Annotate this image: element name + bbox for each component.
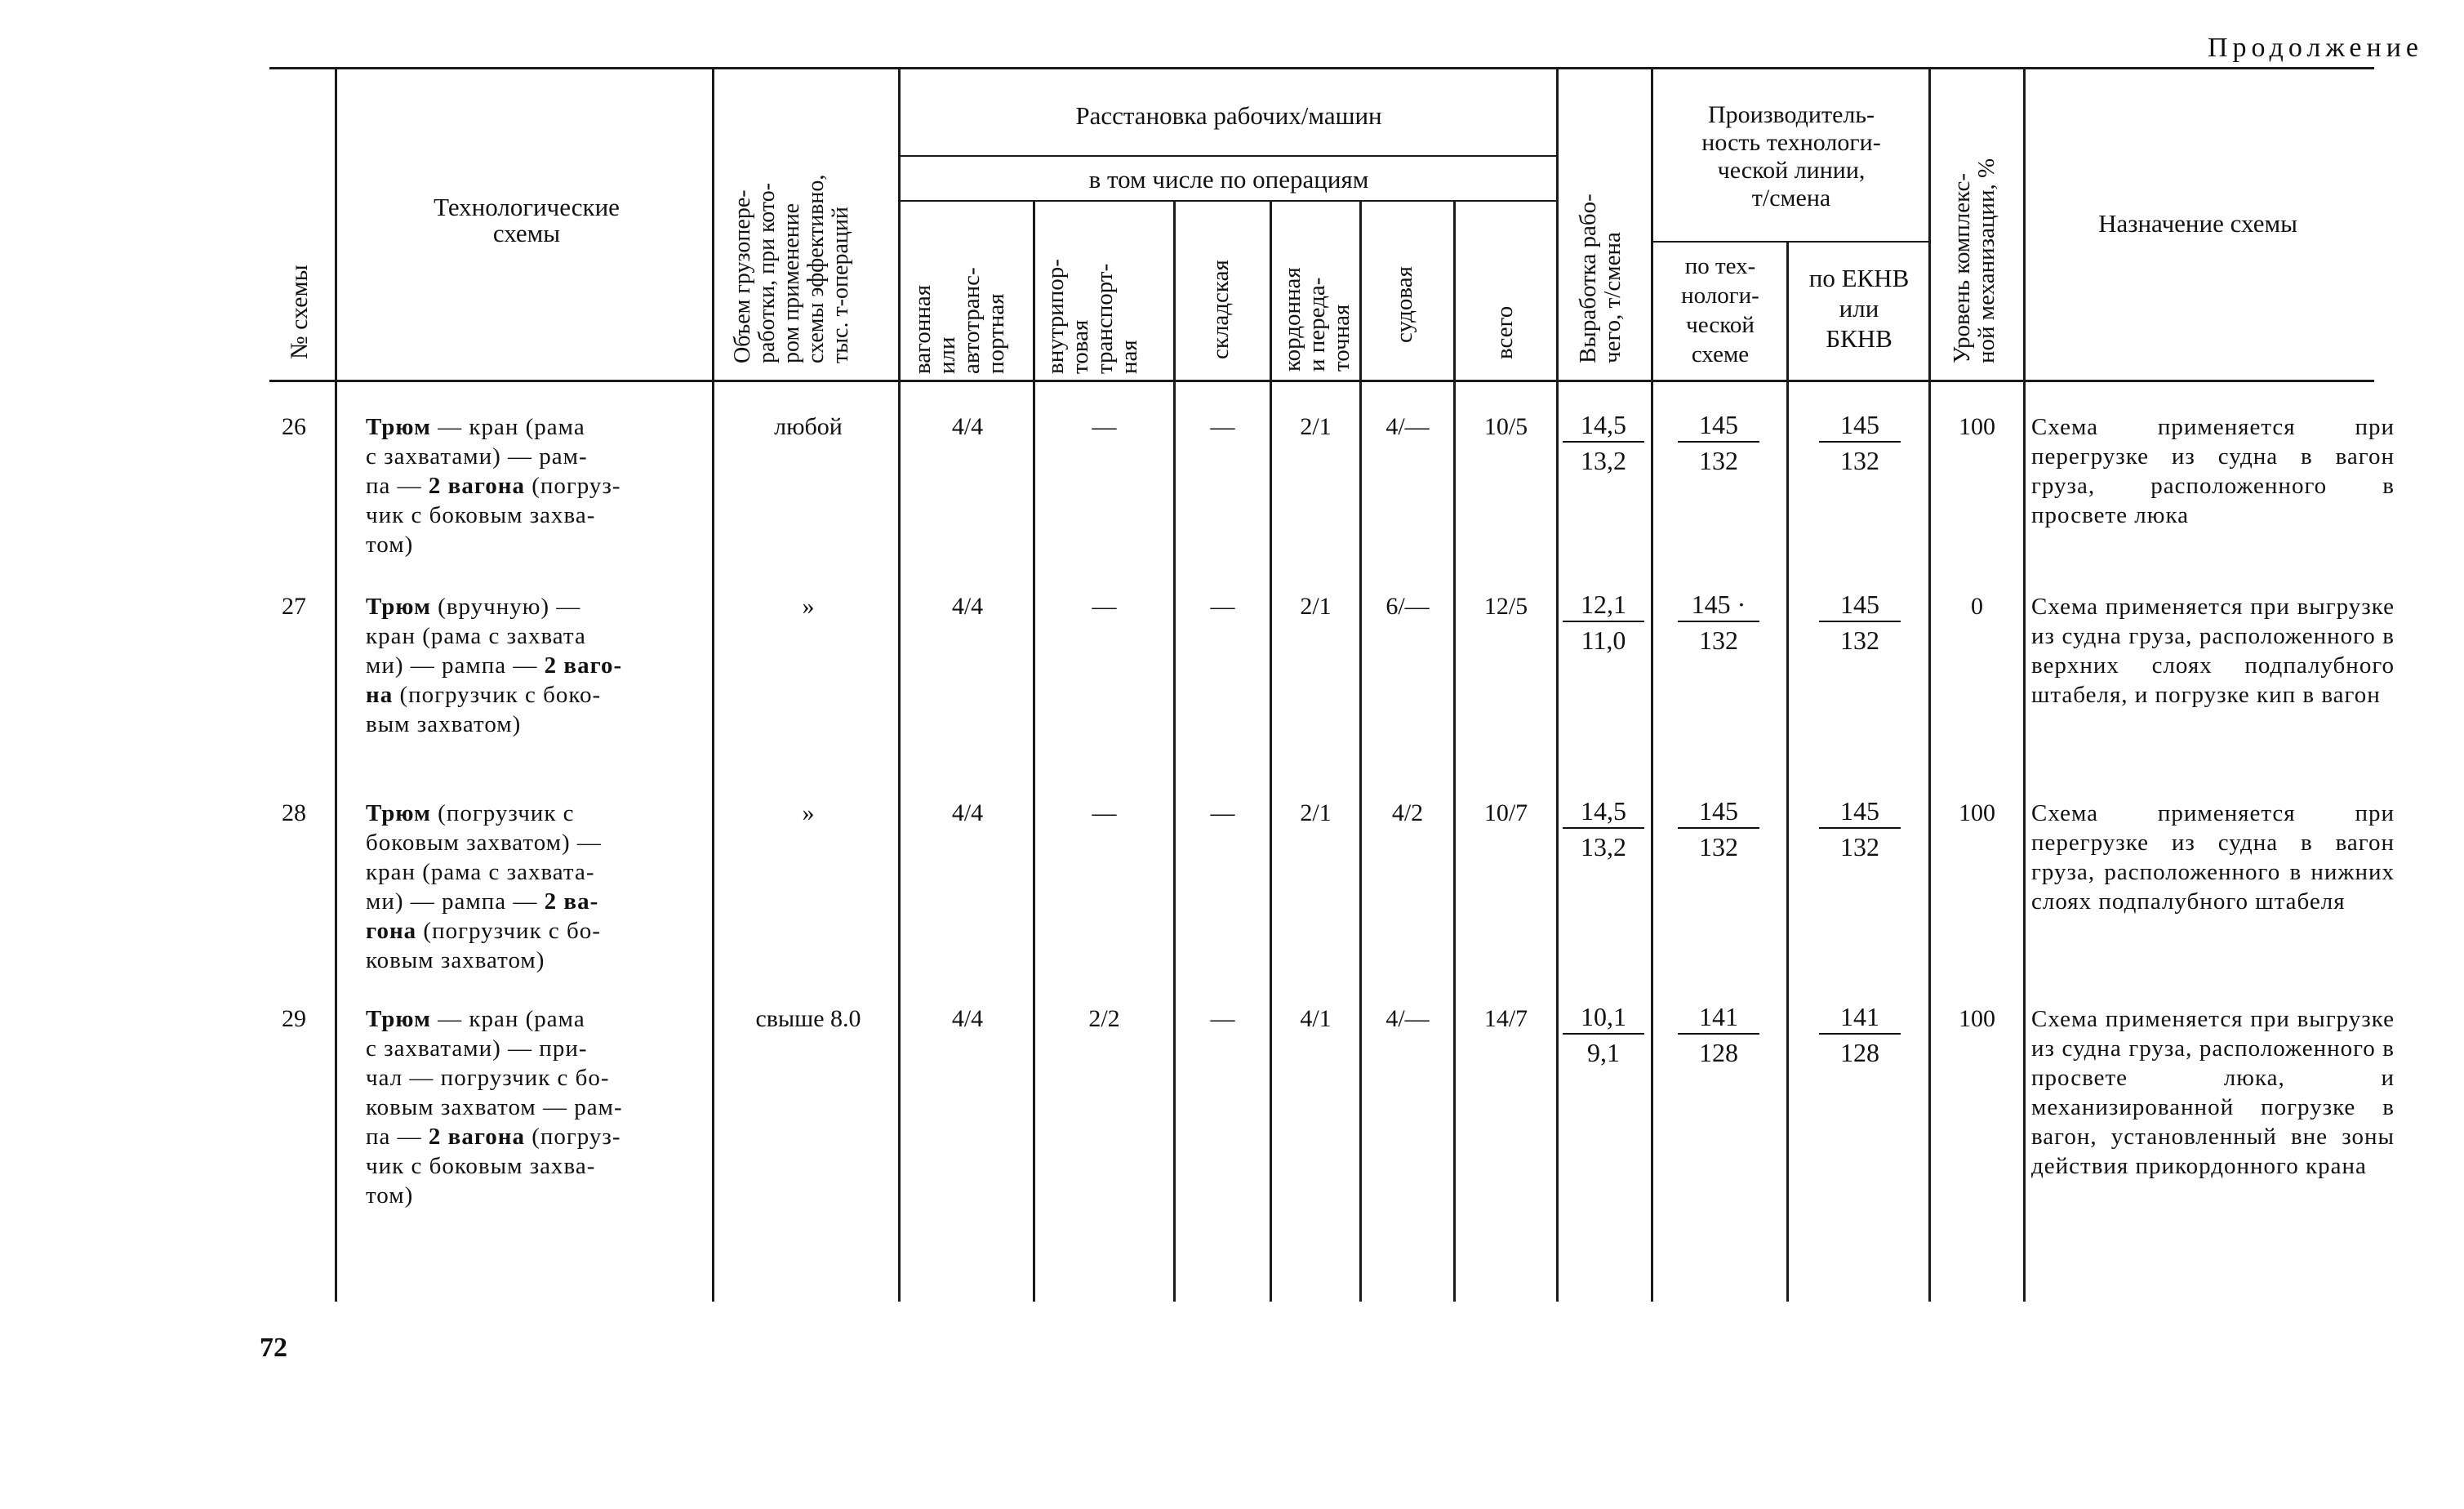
scheme-d: 132 [1699,625,1738,655]
header-no: № схемы [286,265,313,359]
col-divider [1453,200,1456,1302]
row-level: 100 [1959,799,1995,826]
row-output [1563,1000,1644,1071]
col-divider [2023,69,2026,1302]
table-top-rule [269,67,2374,69]
row-warehouse: — [1210,593,1235,620]
output-d: 13,2 [1581,832,1626,861]
row-warehouse: — [1210,413,1235,440]
header-total: всего [1492,305,1518,359]
output-n: 10,1 [1563,1000,1644,1035]
output-d: 13,2 [1581,446,1626,475]
eknv-n: 145 [1819,408,1901,443]
header-output: Выработка рабо- чего, т/смена [1575,194,1626,363]
row-by-scheme [1678,1000,1759,1071]
row-wagon: 4/4 [951,1005,984,1032]
scheme-d: 132 [1699,832,1738,861]
row-cordon: 4/1 [1300,1005,1332,1032]
col-divider [712,69,714,1302]
row-by-scheme [1678,408,1759,479]
col-divider [1173,200,1176,1302]
row-tech: Трюм (погрузчик с боковым захватом) — кран (рама с захвата- ми) — рампа — 2 ва- гона (погрузчик с бо- ковым захватом) [366,800,602,973]
header-volume: Объем грузопере- работки, при кото- ром применение схемы эффективно, тыс. т-операций [730,174,853,363]
col-divider [1359,200,1362,1302]
header-internal: внутрипор- товая транспорт- ная [1043,259,1142,374]
col-divider [1651,69,1653,1302]
scheme-d: 128 [1699,1038,1738,1067]
row-by-eknv [1819,408,1901,479]
row-tech: Трюм — кран (рама с захватами) — рам- па — 2 вагона (погруз- чик с боковым захва- том) [366,414,621,558]
row-wagon: 4/4 [951,593,984,620]
eknv-d: 132 [1840,446,1879,475]
row-purpose: Схема применяется при выгрузке из судна груза, расположенного в верхних слоях подпалубного штабеля, и погрузке кип в вагон [2031,594,2395,708]
output-d: 11,0 [1581,625,1626,655]
col-divider [1556,69,1559,1302]
header-placement: Расстановка рабочих/машин [1075,101,1382,130]
header-ship: судовая [1391,266,1417,343]
row-cordon: 2/1 [1300,799,1332,826]
eknv-n: 145 [1819,588,1901,622]
row-internal: — [1092,413,1117,440]
row-internal: — [1092,799,1117,826]
row-internal: 2/2 [1088,1005,1120,1032]
output-n: 12,1 [1563,588,1644,622]
header-productivity: Производитель- ность технологи- ческой линии, т/смена [1701,101,1881,211]
page-number: 72 [260,1333,287,1363]
placement-rule [898,155,1556,157]
incl-rule [898,200,1556,202]
row-no: 29 [282,1005,306,1032]
row-total: 12/5 [1483,593,1528,620]
output-n: 14,5 [1563,795,1644,829]
row-ship: 4/— [1385,1005,1430,1032]
row-ship: 4/— [1385,413,1430,440]
continuation-label: Продолжение [2207,33,2423,63]
productivity-rule [1653,241,1929,243]
row-volume: свыше 8.0 [755,1005,861,1032]
eknv-d: 132 [1840,625,1879,655]
header-purpose: Назначение схемы [2098,209,2297,238]
row-total: 14/7 [1483,1005,1528,1032]
row-internal: — [1092,593,1117,620]
row-output [1563,588,1644,658]
row-by-scheme [1678,588,1759,658]
row-wagon: 4/4 [951,413,984,440]
scheme-n: 145 · [1678,588,1759,622]
row-purpose: Схема применяется при выгрузке из судна груза, расположенного в просвете люка, и механизированной погрузке в вагон, установленный вне зоны действия прикордонного крана [2031,1006,2395,1179]
row-warehouse: — [1210,1005,1235,1032]
header-incl: в том числе по операциям [1088,165,1369,194]
row-no: 26 [282,413,306,440]
row-wagon: 4/4 [951,799,984,826]
col-divider [898,69,901,1302]
row-by-eknv [1819,588,1901,658]
header-tech: Технологические схемы [434,193,620,247]
header-by-eknv: по ЕКНВ или БКНВ [1808,264,1910,353]
eknv-d: 132 [1840,832,1879,861]
col-divider [1033,200,1035,1302]
scheme-n: 145 [1678,408,1759,443]
eknv-n: 145 [1819,795,1901,829]
col-divider [1270,200,1272,1302]
row-warehouse: — [1210,799,1235,826]
row-level: 100 [1959,413,1995,440]
col-divider [335,69,337,1302]
row-total: 10/5 [1483,413,1528,440]
scheme-d: 132 [1699,446,1738,475]
row-ship: 6/— [1385,593,1430,620]
header-by-scheme: по тех- нологи- ческой схеме [1681,253,1759,367]
row-volume: » [802,593,815,620]
col-divider [1928,69,1931,1302]
row-by-eknv [1819,795,1901,865]
header-bottom-rule [269,380,2374,382]
row-ship: 4/2 [1391,799,1424,826]
eknv-n: 141 [1819,1000,1901,1035]
row-no: 27 [282,593,306,620]
header-warehouse: складская [1208,260,1234,359]
row-by-scheme [1678,795,1759,865]
col-divider [1786,241,1789,1302]
header-wagon: вагонная или автотранс- портная [910,267,1009,374]
row-cordon: 2/1 [1300,593,1332,620]
row-level: 100 [1959,1005,1995,1032]
row-output [1563,795,1644,865]
row-volume: любой [774,413,843,440]
row-tech: Трюм (вручную) — кран (рама с захвата ми) — рампа — 2 ваго- на (погрузчик с боко- вым захватом) [366,594,623,737]
row-by-eknv [1819,1000,1901,1071]
output-n: 14,5 [1563,408,1644,443]
output-d: 9,1 [1587,1038,1620,1067]
row-level: 0 [1971,593,1983,620]
row-total: 10/7 [1483,799,1528,826]
row-output [1563,408,1644,479]
row-tech: Трюм — кран (рама с захватами) — при- чал — погрузчик с бо- ковым захватом — рам- па — 2 вагона (погруз- чик с боковым захва- том) [366,1006,623,1209]
row-no: 28 [282,799,306,826]
scheme-n: 145 [1678,795,1759,829]
row-volume: » [802,799,815,826]
row-purpose: Схема применяется при перегрузке из судна в вагон груза, расположенного в просвете люка [2031,414,2395,528]
row-cordon: 2/1 [1300,413,1332,440]
header-mech-level: Уровень комплекс- ной механизации, % [1949,158,1999,363]
scheme-n: 141 [1678,1000,1759,1035]
row-purpose: Схема применяется при перегрузке из судна в вагон груза, расположенного в нижних слоях подпалубного штабеля [2031,800,2395,915]
header-cordon: кордонная и переда- точная [1279,267,1354,372]
eknv-d: 128 [1840,1038,1879,1067]
